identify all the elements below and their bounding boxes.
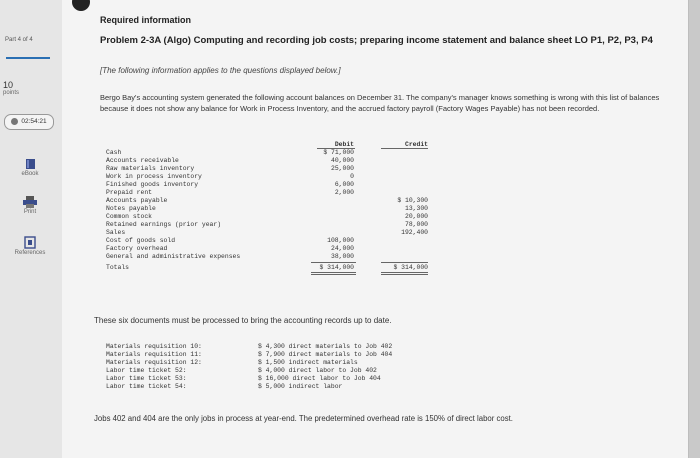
documents-intro: These six documents must be processed to bring the accounting records up to date. (94, 316, 392, 325)
required-information-heading: Required information (100, 15, 192, 25)
total-debit: $ 314,000 (319, 264, 354, 271)
debit-subtotal-rule (311, 262, 356, 263)
credit-subtotal-rule (381, 262, 428, 263)
credit-header-rule (381, 148, 428, 149)
question-marker-icon (72, 0, 90, 11)
ebook-icon (25, 158, 36, 170)
debit-total-rule-2 (311, 274, 356, 275)
credit-total-rule-2 (381, 274, 428, 275)
points-value: 10 (3, 80, 14, 90)
timer-value: 02:54:21 (21, 118, 47, 125)
references-label: References (14, 250, 46, 256)
references-button[interactable] (0, 236, 60, 256)
left-sidebar (0, 0, 63, 458)
print-icon (23, 196, 37, 208)
print-label: Print (23, 209, 37, 215)
debit-total-rule (311, 272, 356, 273)
timer-icon (11, 118, 18, 125)
question-panel: Required information Problem 2-3A (Algo) Computing and recording job costs; preparing income statement and balance sheet LO P1, P2, P3, P4 [The following information applies to the questions displayed below.] Bergo Bay's accounting system generated the following account balances on December 31. The company's manager knows something is wrong with this list of balances because it does not show any balance for Work in Process Inventory, and the accrued factory payroll (Factory Wages Payable) has not been recorded. Debit Credit Cash $ 71,000 Accounts receivable 40,000 Raw materials inventory 25,000 Work in process inventory 0 Finished goods inventory 6,000 Prepaid rent 2,000 Accounts payable $ 10,300 Notes payable 13,300 Common stock 20,000 Retained earnings (prior year) 78,000 Sales 192,400 Cost of goods sold 108,000 Factory overhead 24,000 General and administrative expenses 38,000 Totals $ 314,000 $ 314,000 These six documents must be processed to bring the accounting records up to date. Materials requisition 10: $ 4,300 direct materials to Job 402 Materials requisition 11: $ 7,900 direct materials to Job 404 Materials requisition 12: $ 1,500 indirect materials Labor time ticket 52: $ 4,000 direct labor to Job 402 Labor time ticket 53: $ 16,000 direct labor to Job 404 Labor time ticket 54: $ 5,000 indirect labor Jobs 402 and 404 are the only jobs in process at year-end. The predetermined overhead rate is 150% of direct labor cost. (62, 0, 689, 458)
ebook-button[interactable] (0, 158, 60, 177)
ebook-label: eBook (21, 171, 39, 177)
debit-header: Debit (334, 141, 354, 148)
print-button[interactable] (0, 196, 60, 215)
overhead-note: Jobs 402 and 404 are the only jobs in process at year-end. The predetermined overhead rate is 150% of direct labor cost. (94, 414, 513, 423)
totals-label: Totals (106, 264, 130, 271)
problem-description: Bergo Bay's accounting system generated the following account balances on December 31. The company's manager knows something is wrong with this list of balances because it does not show any balance for Work in Process Inventory, and the accrued factory payroll (Factory Wages Payable) has not been recorded. (100, 93, 660, 113)
part-progress-bar (6, 57, 50, 59)
problem-title: Problem 2-3A (Algo) Computing and recording job costs; preparing income statement and balance sheet LO P1, P2, P3, P4 (100, 35, 653, 46)
credit-total-rule (381, 272, 428, 273)
references-icon (24, 236, 36, 249)
points-label: points (3, 90, 20, 96)
part-indicator: Part 4 of 4 (5, 37, 33, 43)
total-credit: $ 314,000 (393, 264, 428, 271)
timer[interactable] (4, 114, 54, 130)
applies-note: [The following information applies to the questions displayed below.] (100, 66, 341, 75)
credit-header: Credit (404, 141, 428, 148)
